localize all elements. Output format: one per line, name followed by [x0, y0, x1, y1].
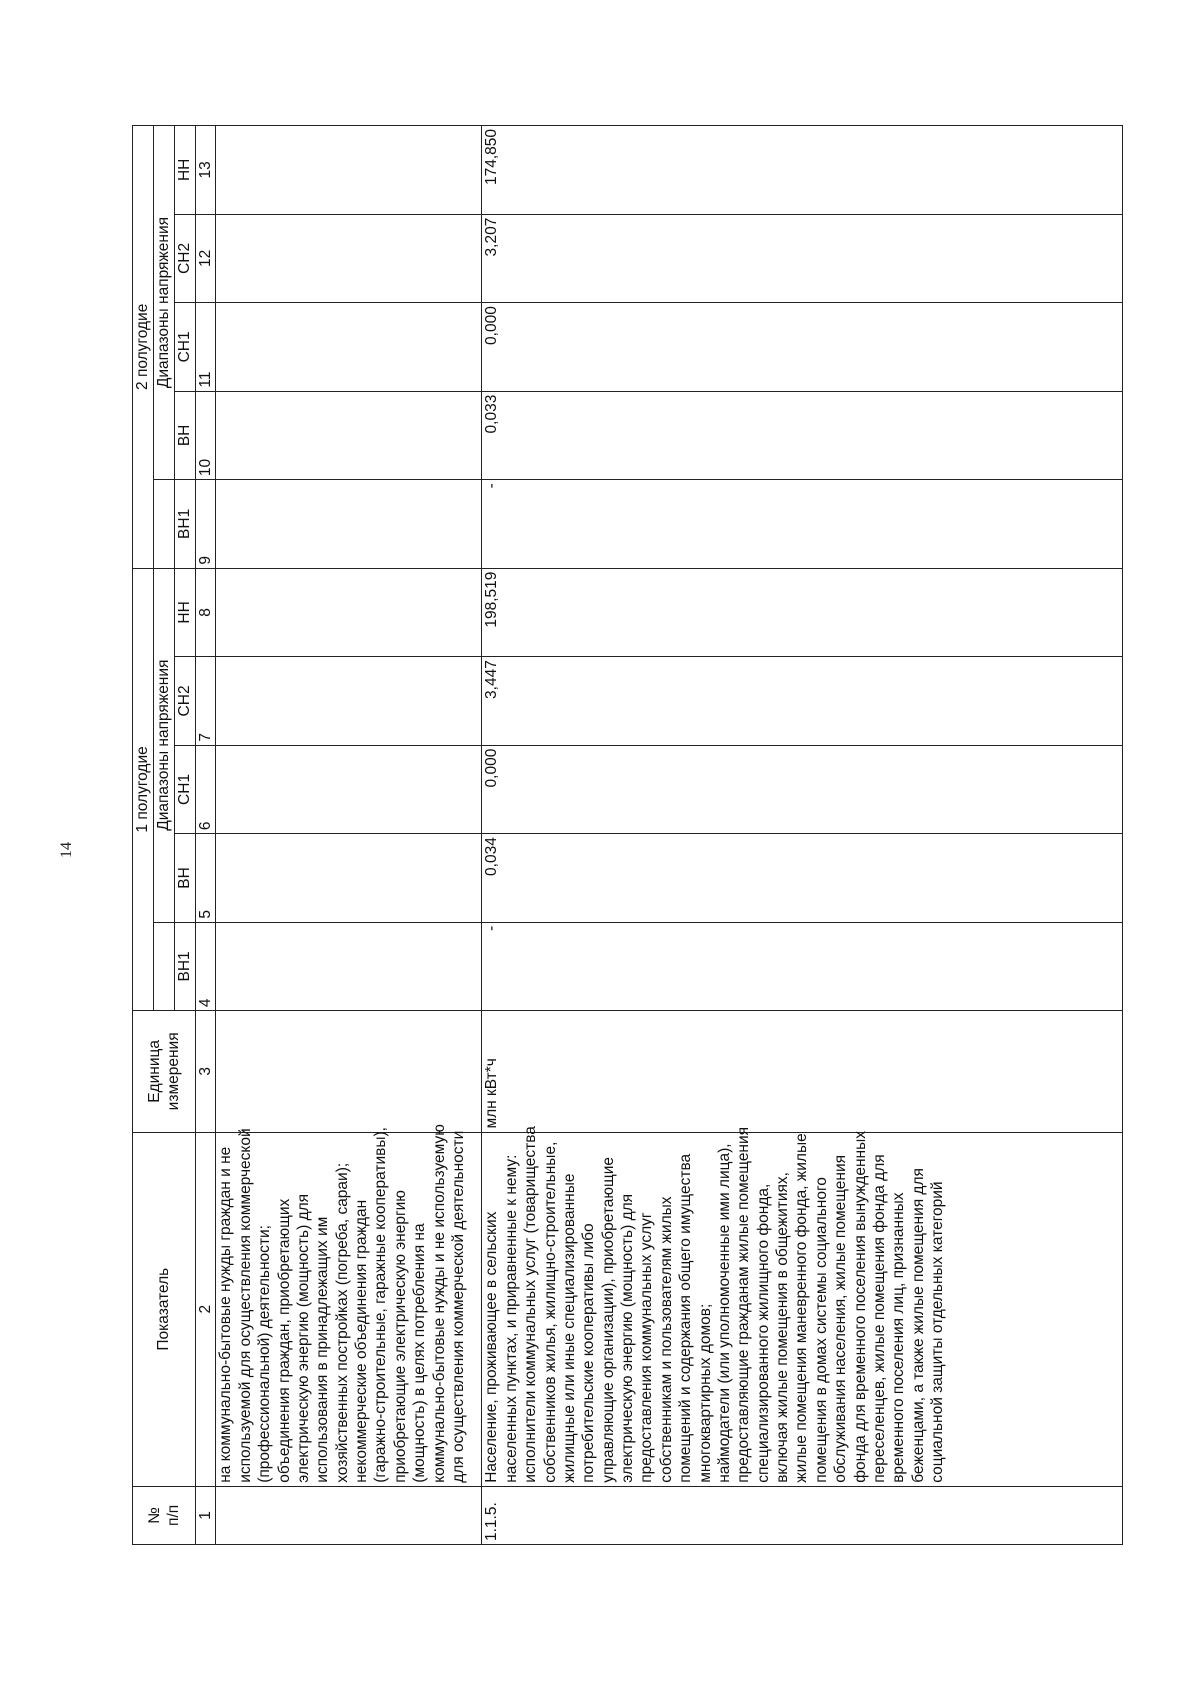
indicator-line: коммунально-бытовые нужды и не используемую	[430, 1124, 448, 1483]
indicator-line: управляющие организации), приобретающие	[599, 1156, 617, 1483]
indicator-line: хозяйственных постройках (погреба, сараи);	[333, 1162, 351, 1483]
header-half1-voltage: Диапазоны напряжения	[154, 568, 175, 922]
indicator-line: включая жилые помещения в общежитиях,	[774, 1172, 791, 1483]
indicator-line: временного поселения лиц, признанных	[890, 1192, 908, 1483]
indicator-line: используемой для осуществления коммерческой	[236, 1128, 254, 1483]
row-value: 0,000	[482, 303, 1123, 392]
header-half2: 2 полугодие	[133, 126, 154, 569]
indicator-line: переселенцев, жилые помещения фонда для	[870, 1154, 888, 1483]
header-num: № п/п	[133, 1486, 196, 1544]
column-number: 10	[196, 391, 216, 480]
page-number: 14	[58, 842, 75, 858]
column-number: 13	[196, 126, 216, 215]
indicator-line: помещений и содержания общего имущества	[677, 1153, 695, 1483]
indicator-line: собственникам и пользователям жилых	[657, 1196, 675, 1483]
row-value: 0,000	[482, 745, 1123, 834]
row-value: 0,033	[482, 391, 1123, 480]
indicator-line: (гаражно-строительные, гаражные кооперативы),	[372, 1127, 390, 1483]
indicator-line: обслуживания населения, жилые помещения	[832, 1154, 850, 1483]
row-value: 3,447	[482, 657, 1123, 746]
header-unit: Единица измерения	[133, 1011, 196, 1132]
row-value	[216, 480, 482, 569]
column-number: 7	[196, 657, 216, 746]
row-value	[216, 391, 482, 480]
header-level: СН2	[175, 657, 196, 746]
tariff-table	[132, 125, 1123, 1545]
indicator-line: фонда для временного поселения вынужденных	[851, 1131, 869, 1483]
row-value: 174,850	[482, 126, 1123, 215]
row-value	[216, 126, 482, 215]
column-number: 5	[196, 834, 216, 923]
table-row	[216, 126, 482, 1545]
row-indicator	[216, 1124, 482, 1486]
indicator-line: наймодатели (или уполномоченные ими лица),	[715, 1143, 733, 1483]
row-value: -	[482, 480, 1123, 569]
indicator-line: предоставления коммунальных услуг	[638, 1212, 656, 1483]
indicator-line: объединения граждан, приобретающих	[275, 1198, 293, 1483]
row-num	[216, 1486, 482, 1544]
row-unit: млн кВт*ч	[482, 1011, 1123, 1132]
row-value	[216, 568, 482, 657]
header-half1-blank	[154, 922, 175, 1011]
header-half1: 1 полугодие	[133, 568, 154, 1011]
header-indicator: Показатель	[133, 1132, 196, 1486]
indicator-line: использования в принадлежащих им	[314, 1216, 332, 1483]
header-level: ВН	[175, 391, 196, 480]
header-level: НН	[175, 126, 196, 215]
indicator-line: беженцами, а также жилые помещения для	[909, 1168, 927, 1483]
row-indicator	[482, 1126, 1123, 1486]
header-level: ВН	[175, 834, 196, 923]
indicator-line: специализированного жилищного фонда,	[754, 1183, 772, 1483]
indicator-line: электрическую энергию (мощность) для	[294, 1193, 312, 1483]
header-level: НН	[175, 568, 196, 657]
indicator-line: (профессиональной) деятельности;	[256, 1225, 274, 1483]
header-level: СН1	[175, 303, 196, 392]
row-value: 0,034	[482, 834, 1123, 923]
indicator-line: жилые помещения маневренного фонда, жилые	[793, 1133, 811, 1483]
row-value	[216, 834, 482, 923]
indicator-line: жилищные или иные специализированные	[560, 1173, 578, 1483]
row-value: 3,207	[482, 214, 1123, 303]
indicator-line: приобретающие электрическую энергию	[391, 1190, 409, 1483]
row-value: -	[482, 922, 1123, 1011]
header-level: ВН1	[175, 480, 196, 569]
column-number: 12	[196, 214, 216, 303]
column-number: 4	[196, 922, 216, 1011]
row-value	[216, 214, 482, 303]
table-container	[132, 125, 1082, 1545]
column-number: 3	[196, 1011, 216, 1132]
header-half2-blank	[154, 480, 175, 569]
row-value	[216, 745, 482, 834]
header-level: СН2	[175, 214, 196, 303]
indicator-line: собственников жилья, жилищно-строительные,	[541, 1141, 559, 1483]
indicator-line: многоквартирных домов;	[696, 1303, 714, 1483]
header-half2-voltage: Диапазоны напряжения	[154, 126, 175, 480]
header-level: ВН1	[175, 922, 196, 1011]
indicator-line: электрическую энергию (мощность) для	[619, 1193, 636, 1483]
indicator-line: населенных пунктах, и приравненные к нему:	[502, 1154, 520, 1483]
row-value	[216, 657, 482, 746]
indicator-line: Население, проживающее в сельских	[483, 1211, 501, 1483]
row-value	[216, 303, 482, 392]
row-value: 198,519	[482, 568, 1123, 657]
table-row	[482, 126, 1123, 1545]
column-number: 9	[196, 480, 216, 569]
row-num: 1.1.5.	[482, 1486, 1123, 1544]
column-number: 11	[196, 303, 216, 392]
header-level: СН1	[175, 745, 196, 834]
indicator-line: потребительские кооперативы либо	[580, 1223, 598, 1483]
column-number: 2	[196, 1132, 216, 1486]
indicator-line: исполнители коммунальных услуг (товарищества	[522, 1126, 540, 1483]
indicator-line: помещения в домах системы социального	[812, 1177, 830, 1483]
indicator-line: предоставляющие гражданам жилые помещения	[735, 1126, 753, 1483]
indicator-line: на коммунально-бытовые нужды граждан и не	[217, 1146, 235, 1483]
indicator-line: социальной защиты отдельных категорий	[929, 1181, 946, 1483]
row-unit	[216, 1011, 482, 1132]
column-number: 1	[196, 1486, 216, 1544]
row-value	[216, 922, 482, 1011]
column-number: 8	[196, 568, 216, 657]
indicator-line: некоммерческие объединения граждан	[353, 1199, 370, 1483]
indicator-line: для осуществления коммерческой деятельности	[449, 1130, 467, 1483]
indicator-line: (мощность) в целях потребления на	[411, 1223, 429, 1483]
column-number: 6	[196, 745, 216, 834]
